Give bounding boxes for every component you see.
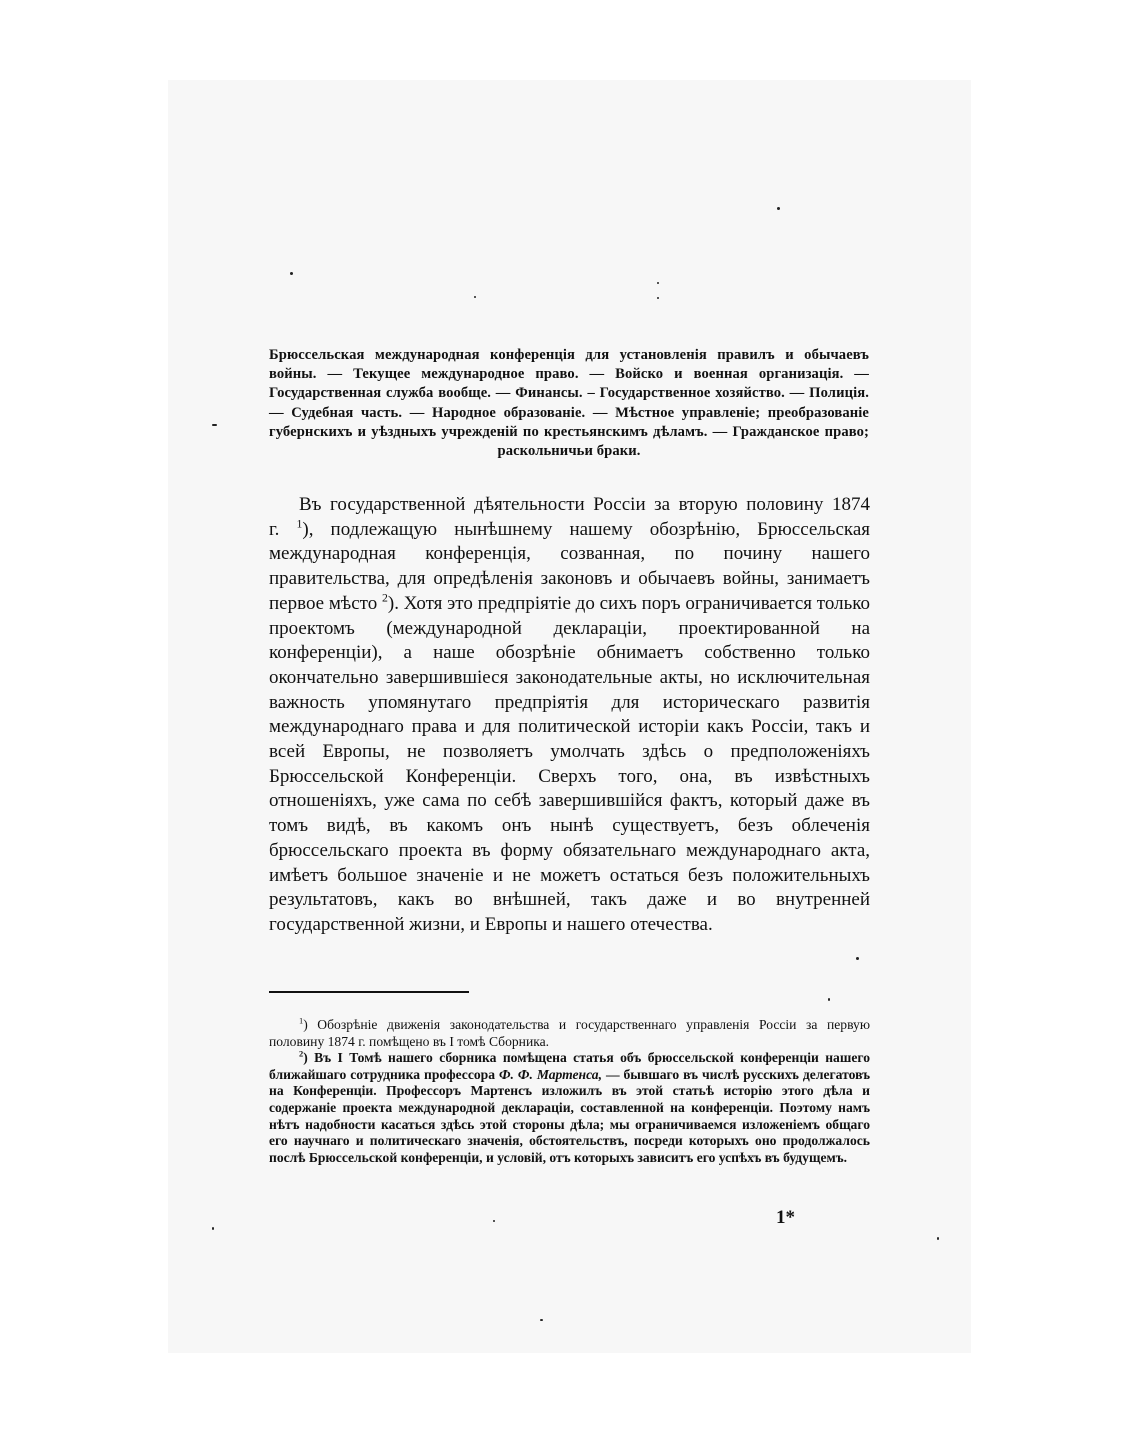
scan-speck <box>856 957 859 960</box>
scan-speck <box>657 282 659 284</box>
scan-speck <box>828 998 830 1001</box>
main-paragraph <box>269 493 870 938</box>
paragraph-text: ). Хотя это предпріятіе до сихъ поръ ограничивается только проектомъ (международной деклараціи, проектированной на конференціи), а наше обозрѣніе обнимаетъ собственно только окончательно завершившіеся законодательные акты, но исключительная важность упомянутаго предпріятія для историческаго развитія международнаго права и для политической исторіи какъ Россіи, такъ и всей Европы, не позволяетъ умолчать здѣсь о предположеніяхъ Брюссельской Конференціи. Сверхъ того, она, въ извѣстныхъ отношеніяхъ, уже сама по себѣ завершившійся фактъ, который даже въ томъ видѣ, въ какомъ онъ нынѣ существуетъ, безъ облеченія брюссельскаго проекта въ форму обязательнаго международнаго акта, имѣетъ большое значеніе и не можетъ остаться безъ положительныхъ результатовъ, какъ во внѣшней, такъ даже и во внутренней государственной жизни, и Европы и нашего отечества. <box>269 592 870 935</box>
scan-speck <box>212 1227 214 1230</box>
footnote-mark-1: 1 <box>299 1015 304 1026</box>
scan-speck <box>474 296 476 298</box>
footnote-1 <box>269 1017 870 1050</box>
scan-speck <box>777 207 780 210</box>
footnote-ref-1[interactable]: 1 <box>296 517 303 531</box>
scan-speck <box>540 1319 543 1321</box>
footnotes <box>269 1017 870 1166</box>
footnote-1-text: ) Обозрѣніе движенія законодательства и государственнаго управленія Россіи за первую половину 1874 г. помѣщено въ I томѣ Сборника. <box>269 1017 870 1049</box>
scan-speck <box>212 424 217 426</box>
chapter-summary: Брюссельская международная конференція для установленія правилъ и обычаевъ войны. — Текущее международное право. — Войско и военная организація. — Государственная служба вообще. — Финансы. – Государственное хозяйство. — Полиція. — Судебная часть. — Народное образованіе. — Мѣстное управленіе; преобразованіе губернскихъ и уѣздныхъ учрежденій по крестьянскимъ дѣламъ. — Гражданское право; раскольничьи браки. <box>269 347 869 460</box>
scan-speck <box>657 297 659 299</box>
page-number: 1* <box>776 1207 795 1228</box>
footnote-mark-2: 2 <box>299 1048 304 1059</box>
footnote-ref-2[interactable]: 2 <box>382 591 388 605</box>
scan-speck <box>937 1237 939 1240</box>
paragraph-text: Въ государственной дѣятельности Россіи за вторую половину 1874 г. <box>269 494 870 540</box>
scan-speck <box>493 1220 495 1222</box>
footnote-divider <box>269 991 469 993</box>
scan-speck <box>290 272 293 275</box>
footnote-2-text-cont: — бывшаго въ числѣ русскихъ делегатовъ на Конференціи. Профессоръ Мартенсъ изложилъ въ этой статьѣ исторію этого дѣла и содержаніе проекта международной деклараціи, составленной на конференціи. Поэтому намъ нѣтъ надобности касаться здѣсь этой стороны дѣла; мы ограничиваемся изложеніемъ общаго его научнаго и политическаго значенія, обстоятельствъ, посреди которыхъ оно продолжалось послѣ Брюссельской конференціи, и условій, отъ которыхъ зависитъ его успѣхъ въ будущемъ. <box>269 1066 870 1165</box>
footnote-2 <box>269 1050 870 1166</box>
footnote-2-author: Ф. Ф. Мартенса, <box>499 1066 602 1082</box>
footnote-2-text: ) Въ I Томѣ нашего сборника помѣщена статья объ брюссельской конференціи нашего ближайшаго сотрудника профессора <box>269 1050 870 1082</box>
paragraph-text: ), подлежащую нынѣшнему нашему обозрѣнію, Брюссельская международная конференція, созванная, по почину нашего правительства, для опредѣленія законовъ и обычаевъ войны, занимаетъ первое мѣсто <box>269 518 870 614</box>
